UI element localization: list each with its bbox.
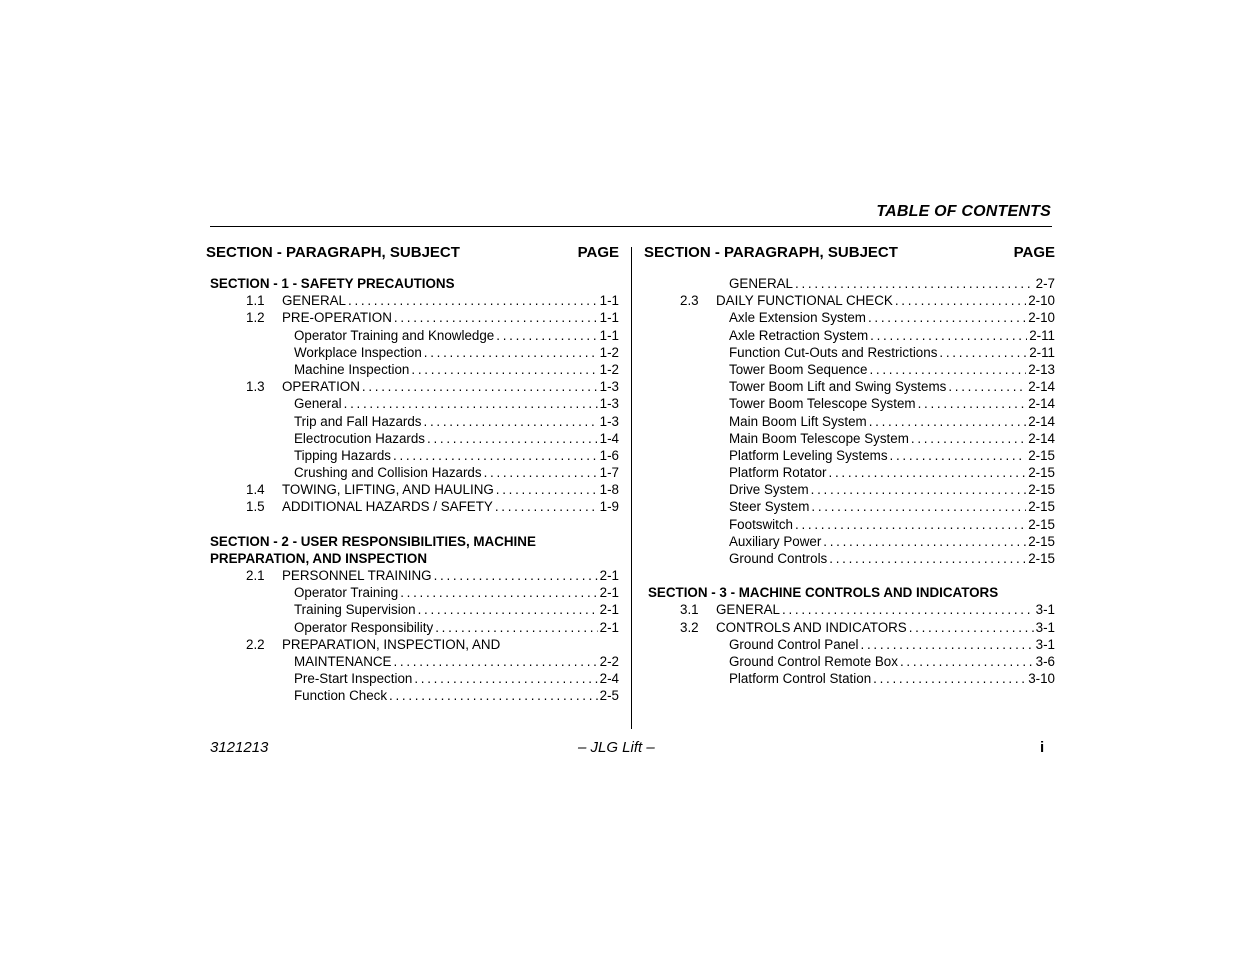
entry-page: 1-3 (599, 379, 619, 395)
entry-page: 2-1 (599, 568, 619, 584)
toc-entry[interactable] (206, 327, 619, 344)
toc-entry[interactable] (206, 687, 619, 704)
entry-title: PRE-OPERATION (282, 310, 392, 326)
entry-page: 1-6 (599, 447, 619, 463)
entry-number: 2.3 (680, 293, 699, 309)
section-heading: SECTION - 2 - USER RESPONSIBILITIES, MACHINE (210, 533, 536, 549)
entry-title: Ground Control Remote Box (729, 653, 898, 669)
entry-title: Drive System (729, 482, 809, 498)
section-heading-cont: PREPARATION, AND INSPECTION (210, 550, 427, 566)
leader-dots (870, 327, 1027, 344)
page-heading: PAGE (1013, 244, 1055, 261)
page-number: i (1040, 739, 1045, 756)
leader-dots (782, 601, 1034, 618)
entry-page: 2-14 (1028, 396, 1055, 412)
entry-page: 2-7 (1035, 276, 1055, 291)
header-rule (210, 226, 1052, 227)
entry-title: Pre-Start Inspection (294, 671, 413, 687)
entry-page: 2-15 (1028, 499, 1055, 515)
entry-page: 1-1 (599, 327, 619, 343)
toc-entry[interactable] (644, 619, 1055, 636)
toc-entry[interactable] (206, 395, 619, 412)
leader-dots (795, 516, 1026, 533)
toc-entry[interactable] (206, 498, 619, 515)
leader-dots (434, 567, 598, 584)
leader-dots (861, 636, 1034, 653)
entry-title: OPERATION (282, 379, 360, 395)
entry-page: 1-3 (599, 413, 619, 429)
entry-title: Operator Responsibility (294, 619, 434, 635)
toc-entry[interactable] (206, 619, 619, 636)
leader-dots (869, 361, 1026, 378)
entry-number: 1.5 (246, 499, 265, 515)
leader-dots (868, 309, 1026, 326)
leader-dots (496, 481, 598, 498)
toc-entry[interactable] (644, 550, 1055, 567)
entry-page: 1-7 (599, 465, 619, 481)
toc-right-column (644, 244, 1055, 687)
toc-entry[interactable] (644, 344, 1055, 361)
entry-title: Footswitch (729, 516, 793, 532)
entry-page: 3-1 (1035, 636, 1055, 652)
toc-entry[interactable] (644, 481, 1055, 498)
entry-page: 2-14 (1028, 430, 1055, 446)
entry-title: Workplace Inspection (294, 344, 422, 360)
entry-page: 2-14 (1028, 413, 1055, 429)
entry-title: CONTROLS AND INDICATORS (716, 619, 907, 635)
entry-page: 1-8 (599, 482, 619, 498)
entry-title: Main Boom Lift System (729, 413, 867, 429)
leader-dots (424, 413, 598, 430)
leader-dots (895, 292, 1026, 309)
toc-entry[interactable] (644, 395, 1055, 412)
toc-entry[interactable] (206, 344, 619, 361)
toc-entry[interactable] (206, 584, 619, 601)
entry-title: Ground Control Panel (729, 636, 859, 652)
toc-entry[interactable] (644, 653, 1055, 670)
toc-entry[interactable] (206, 481, 619, 498)
toc-entry[interactable] (644, 498, 1055, 515)
leader-dots (495, 498, 598, 515)
entry-page: 2-15 (1028, 516, 1055, 532)
entry-title: GENERAL (716, 602, 780, 618)
entry-number: 2.1 (246, 568, 265, 584)
leader-dots (900, 653, 1034, 670)
entry-title: Auxiliary Power (729, 533, 822, 549)
entry-title: General (294, 396, 342, 412)
entry-page: 2-11 (1029, 344, 1055, 360)
entry-title: Function Check (294, 688, 388, 704)
entry-number: 1.3 (246, 379, 265, 395)
entry-title: Tower Boom Telescope System (729, 396, 916, 412)
entry-title: MAINTENANCE (294, 653, 392, 669)
toc-entry[interactable] (206, 447, 619, 464)
subject-heading: SECTION - PARAGRAPH, SUBJECT (644, 244, 898, 261)
leader-dots (918, 395, 1027, 412)
leader-dots (890, 447, 1027, 464)
entry-page: 3-6 (1035, 653, 1055, 669)
leader-dots (418, 601, 598, 618)
entry-title: Tower Boom Lift and Swing Systems (729, 379, 947, 395)
entry-page: 1-2 (599, 361, 619, 377)
entry-number: 1.2 (246, 310, 265, 326)
entry-page: 1-9 (599, 499, 619, 515)
toc-list (206, 567, 619, 705)
footer-brand: – JLG Lift – (578, 739, 655, 756)
leader-dots (911, 430, 1026, 447)
entry-page: 2-15 (1028, 551, 1055, 566)
leader-dots (909, 619, 1034, 636)
entry-page: 2-1 (599, 602, 619, 618)
leader-dots (484, 464, 598, 481)
entry-page: 2-10 (1028, 310, 1055, 326)
entry-page: 3-1 (1035, 619, 1055, 635)
entry-title: Tipping Hazards (294, 447, 392, 463)
toc-entry[interactable] (644, 464, 1055, 481)
leader-dots (496, 327, 597, 344)
entry-page: 1-2 (599, 344, 619, 360)
entry-number: 1.4 (246, 482, 265, 498)
entry-number: 1.1 (246, 293, 265, 309)
entry-page: 2-13 (1028, 361, 1055, 377)
entry-number: 3.2 (680, 619, 699, 635)
entry-title: Main Boom Telescope System (729, 430, 909, 446)
entry-page: 2-14 (1028, 379, 1055, 395)
toc-list (206, 292, 619, 515)
leader-dots (829, 550, 1026, 567)
entry-title: Platform Rotator (729, 465, 827, 481)
column-header (644, 244, 1055, 262)
toc-entry[interactable] (644, 292, 1055, 309)
subject-heading: SECTION - PARAGRAPH, SUBJECT (206, 244, 460, 261)
leader-dots (389, 687, 598, 704)
leader-dots (427, 430, 598, 447)
toc-entry[interactable] (644, 516, 1055, 533)
section-heading: SECTION - 3 - MACHINE CONTROLS AND INDICATORS (648, 585, 999, 601)
toc-entry[interactable] (644, 447, 1055, 464)
leader-dots (435, 619, 597, 636)
leader-dots (393, 653, 597, 670)
leader-dots (811, 498, 1026, 515)
toc-entry[interactable] (644, 378, 1055, 395)
entry-page: 2-11 (1029, 327, 1055, 343)
doc-number: 3121213 (210, 739, 269, 756)
toc-entry[interactable] (644, 430, 1055, 447)
entry-title: Operator Training (294, 585, 399, 601)
section-heading: SECTION - 1 - SAFETY PRECAUTIONS (210, 276, 455, 291)
entry-title: Trip and Fall Hazards (294, 413, 422, 429)
entry-title: Platform Leveling Systems (729, 447, 888, 463)
entry-title: GENERAL (282, 293, 346, 309)
entry-title: Ground Controls (729, 551, 828, 566)
toc-entry[interactable] (206, 601, 619, 618)
toc-entry[interactable] (644, 670, 1055, 687)
entry-page: 2-15 (1028, 533, 1055, 549)
leader-dots (348, 292, 598, 309)
entry-title: PERSONNEL TRAINING (282, 568, 432, 584)
toc-entry[interactable] (206, 413, 619, 430)
entry-title: Function Cut-Outs and Restrictions (729, 344, 938, 360)
toc-entry[interactable] (644, 413, 1055, 430)
leader-dots (400, 584, 597, 601)
entry-page: 1-3 (599, 396, 619, 412)
entry-title: TOWING, LIFTING, AND HAULING (282, 482, 494, 498)
leader-dots (948, 378, 1026, 395)
column-header (206, 244, 619, 262)
entry-page: 2-4 (599, 671, 619, 687)
leader-dots (362, 378, 598, 395)
toc-entry[interactable] (644, 601, 1055, 618)
leader-dots (869, 413, 1027, 430)
entry-page: 2-1 (599, 619, 619, 635)
toc-entry[interactable] (644, 361, 1055, 378)
leader-dots (344, 395, 598, 412)
entry-title: Tower Boom Sequence (729, 361, 868, 377)
leader-dots (823, 533, 1026, 550)
entry-page: 3-1 (1035, 602, 1055, 618)
entry-title: Training Supervision (294, 602, 416, 618)
entry-page: 2-2 (599, 653, 619, 669)
entry-page: 1-1 (599, 310, 619, 326)
toc-left-column (206, 244, 619, 705)
toc-entry[interactable] (206, 309, 619, 326)
toc-entry[interactable] (644, 533, 1055, 550)
entry-title: Steer System (729, 499, 810, 515)
entry-title: GENERAL (729, 276, 793, 291)
toc-entry[interactable] (644, 327, 1055, 344)
entry-title: ADDITIONAL HAZARDS / SAFETY (282, 499, 493, 515)
leader-dots (411, 361, 597, 378)
toc-entry[interactable] (206, 430, 619, 447)
entry-page: 2-15 (1028, 482, 1055, 498)
entry-page: 2-15 (1028, 447, 1055, 463)
entry-title: Axle Extension System (729, 310, 866, 326)
leader-dots (873, 670, 1026, 687)
toc-entry[interactable] (206, 636, 619, 653)
leader-dots (795, 275, 1034, 292)
toc-entry[interactable] (206, 653, 619, 670)
entry-page: 2-10 (1028, 293, 1055, 309)
entry-page: 3-10 (1028, 671, 1055, 687)
toc-list (644, 275, 1055, 567)
entry-title: Electrocution Hazards (294, 430, 425, 446)
toc-list (644, 601, 1055, 687)
toc-entry[interactable] (206, 361, 619, 378)
toc-entry[interactable] (206, 567, 619, 584)
leader-dots (393, 447, 598, 464)
entry-page: 1-4 (599, 430, 619, 446)
entry-title: Platform Control Station (729, 671, 872, 687)
leader-dots (424, 344, 598, 361)
toc-entry[interactable] (644, 275, 1055, 292)
entry-page: 1-1 (599, 293, 619, 309)
entry-title: Axle Retraction System (729, 327, 869, 343)
entry-title: PREPARATION, INSPECTION, AND (282, 636, 501, 652)
entry-number: 2.2 (246, 636, 265, 652)
entry-page: 2-1 (599, 585, 619, 601)
entry-title: DAILY FUNCTIONAL CHECK (716, 293, 893, 309)
entry-page: 2-15 (1028, 465, 1055, 481)
leader-dots (829, 464, 1027, 481)
entry-page: 2-5 (599, 688, 619, 704)
entry-number: 3.1 (680, 602, 699, 618)
entry-title: Operator Training and Knowledge (294, 327, 495, 343)
toc-entry[interactable] (644, 309, 1055, 326)
toc-entry[interactable] (206, 292, 619, 309)
leader-dots (394, 309, 598, 326)
leader-dots (414, 670, 597, 687)
toc-entry[interactable] (644, 636, 1055, 653)
toc-entry[interactable] (206, 378, 619, 395)
page-heading: PAGE (577, 244, 619, 261)
toc-entry[interactable] (206, 464, 619, 481)
entry-title: Machine Inspection (294, 361, 410, 377)
toc-entry[interactable] (206, 670, 619, 687)
entry-title: Crushing and Collision Hazards (294, 465, 482, 481)
toc-title: TABLE OF CONTENTS (876, 203, 1051, 220)
leader-dots (939, 344, 1027, 361)
leader-dots (811, 481, 1027, 498)
column-divider (631, 247, 632, 729)
